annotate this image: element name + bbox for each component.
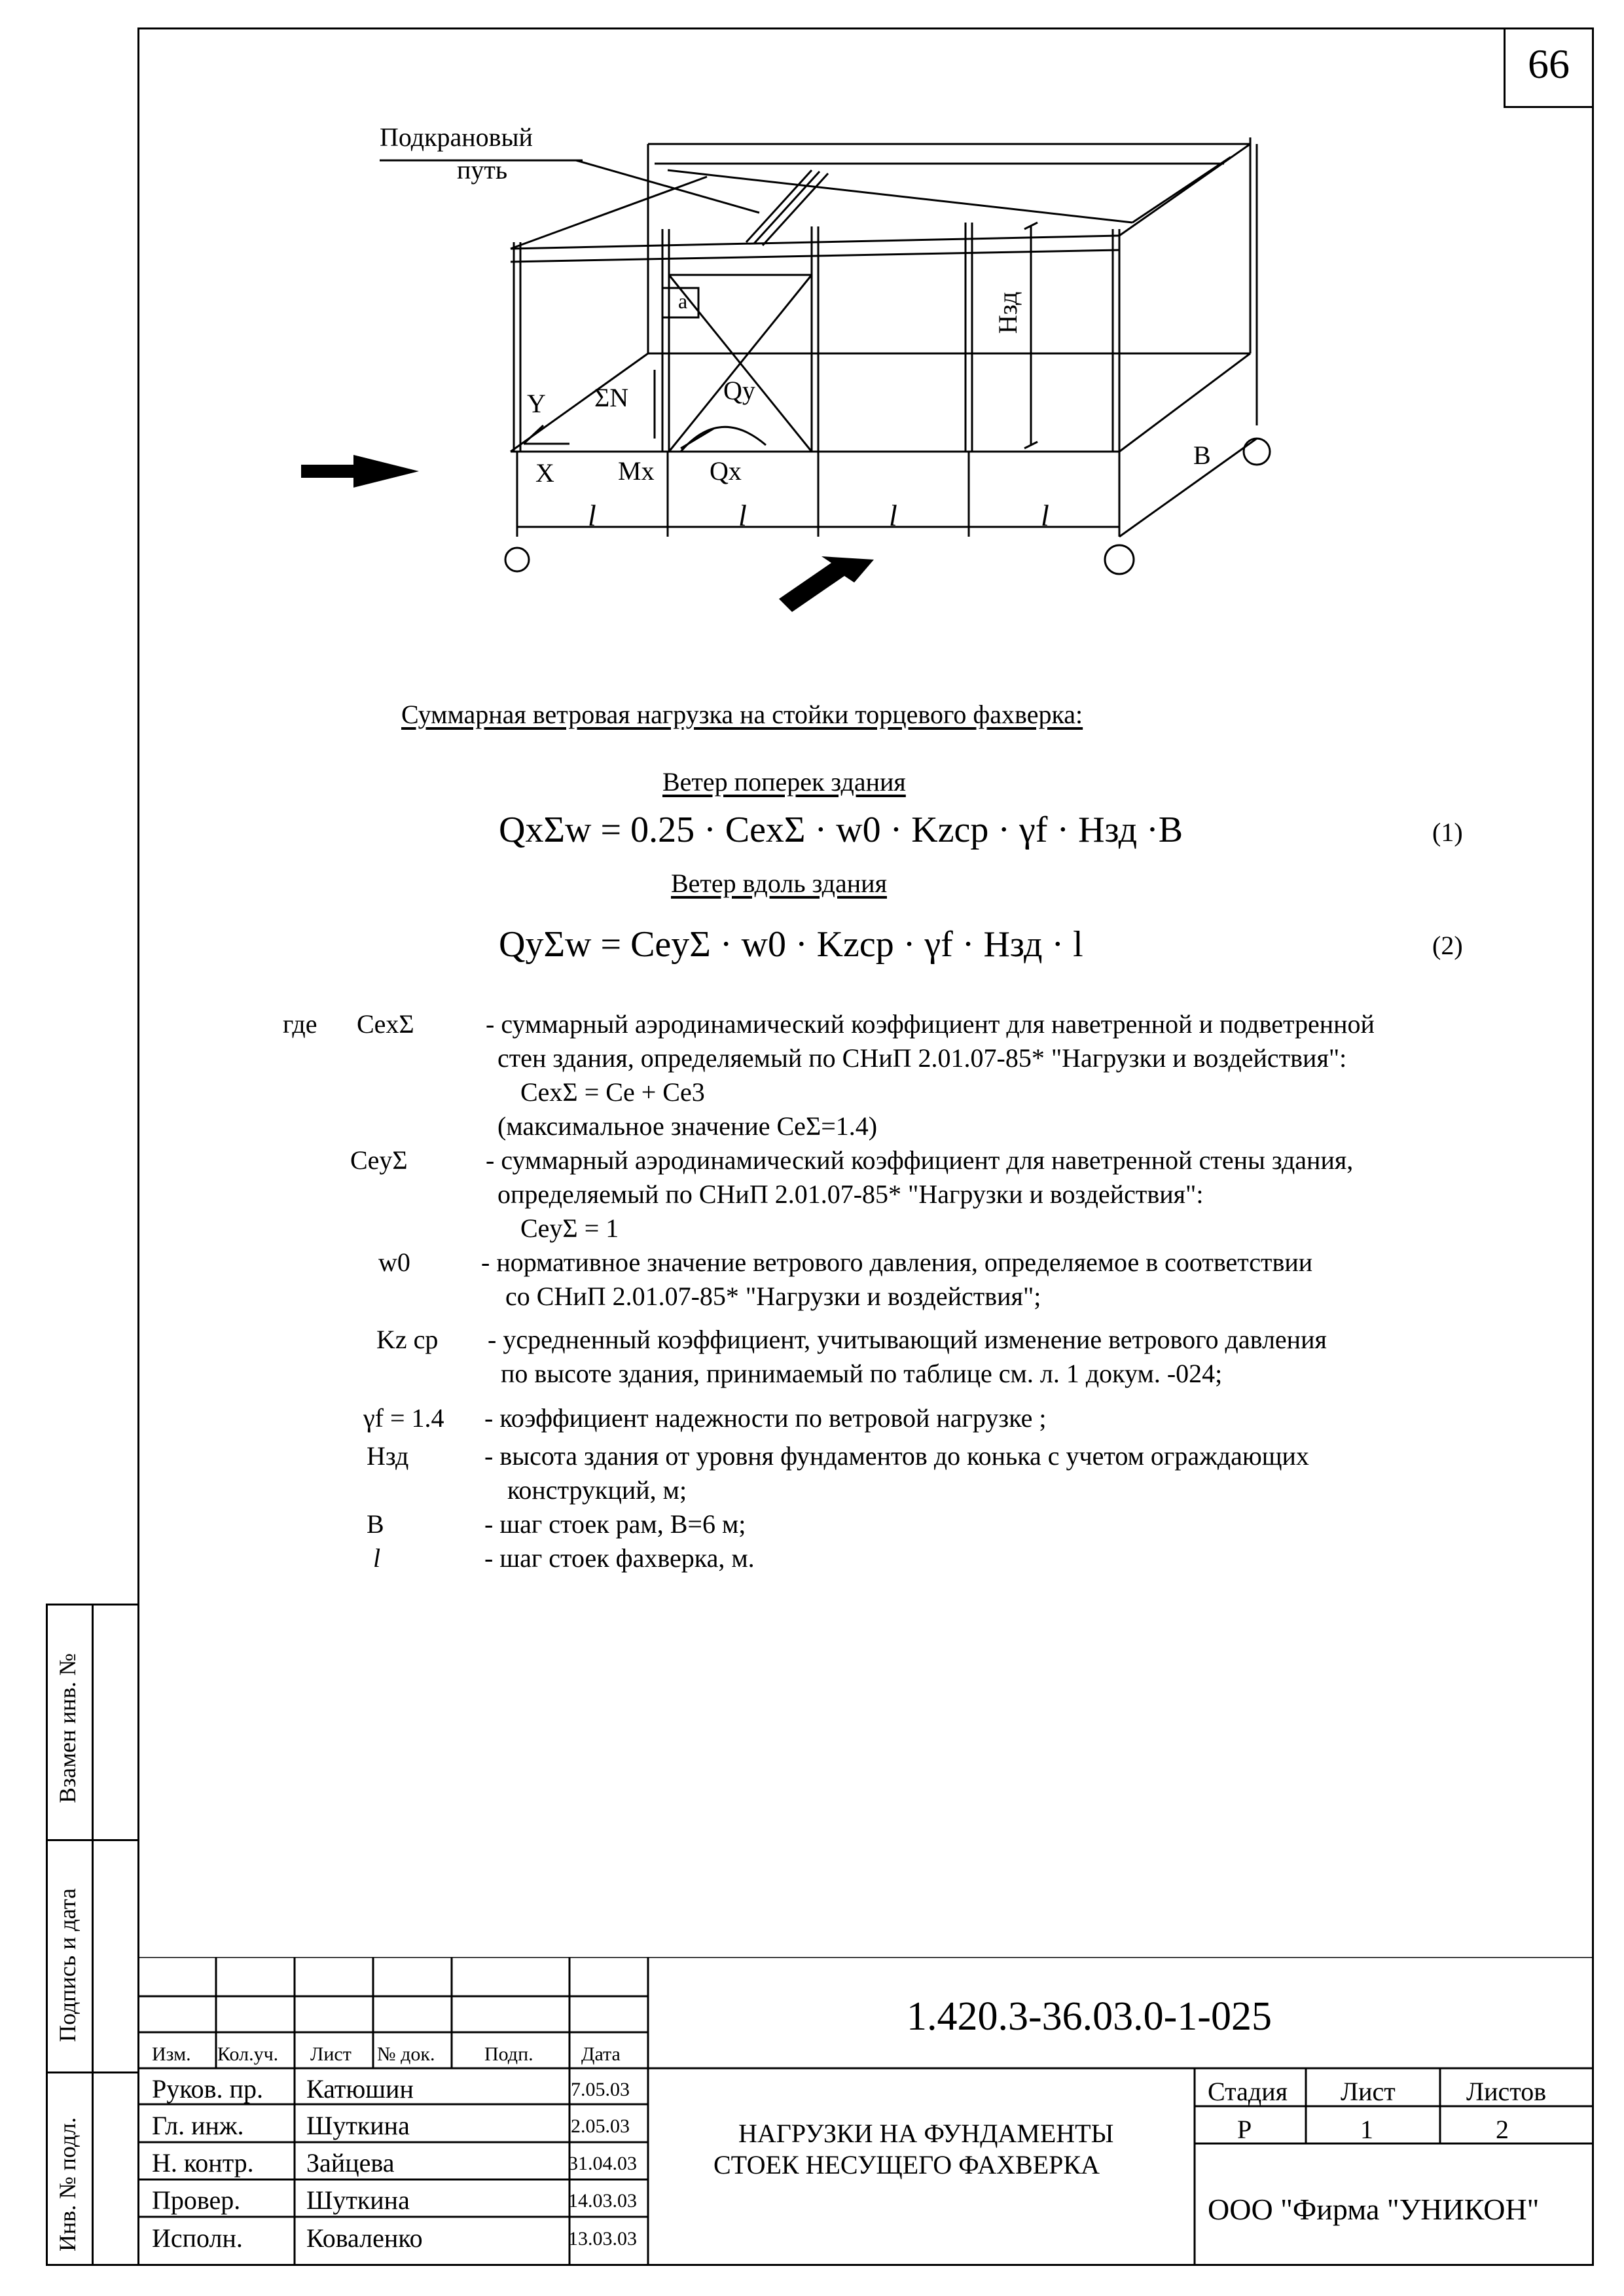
sym-kz: Kz cp (376, 1325, 439, 1354)
desc-cey-1: - суммарный аэродинамический коэффициент для наветренной стены здания, (486, 1145, 1354, 1175)
stage-value: Р (1237, 2115, 1252, 2144)
label-mx: Mx (618, 456, 655, 486)
desc-b-1: - шаг стоек рам, B=6 м; (484, 1509, 746, 1539)
sym-cey: CeyΣ (350, 1145, 408, 1175)
sym-b: B (367, 1509, 384, 1539)
desc-cex-3: CexΣ = Ce + Ce3 (520, 1077, 705, 1107)
crane-label-2: путь (457, 155, 508, 185)
desc-cex-4: (максимальное значение CeΣ=1.4) (497, 1111, 878, 1141)
name-1: Катюшин (306, 2074, 414, 2104)
formula-1-rhs: = 0.25 · CexΣ · w0 · Kzcp · γf · Нзд ·B (600, 810, 1183, 850)
label-x: X (535, 458, 554, 488)
crane-label-1: Подкрановый (380, 122, 533, 152)
date-4: 14.03.03 (568, 2190, 637, 2212)
label-l-2: l (738, 499, 747, 532)
sym-height: Нзд (367, 1441, 409, 1471)
formula-1-lhs: QxΣw (499, 810, 592, 850)
sheet-value: 1 (1360, 2115, 1373, 2144)
col-date: Дата (581, 2043, 621, 2065)
label-qy: Qy (723, 376, 755, 405)
building-diagram (262, 98, 1322, 622)
desc-cex-2: стен здания, определяемый по СНиП 2.01.07-85* "Нагрузки и воздействия": (497, 1043, 1347, 1073)
desc-w0-1: - нормативное значение ветрового давления, определяемое в соответствии (481, 1247, 1313, 1277)
desc-kz-2: по высоте здания, принимаемый по таблице см. л. 1 докум. -024; (501, 1359, 1223, 1388)
role-4: Провер. (152, 2185, 241, 2215)
date-5: 13.03.03 (568, 2228, 637, 2250)
sheets-label: Листов (1466, 2077, 1547, 2106)
wind-across-title: Ветер поперек здания (662, 767, 906, 797)
sym-w0: w0 (378, 1247, 410, 1277)
desc-height-1: - высота здания от уровня фундаментов до конька с учетом ограждающих (484, 1441, 1309, 1471)
sym-l: l (373, 1543, 381, 1573)
label-sum-n: ΣN (594, 383, 629, 412)
desc-w0-2: со СНиП 2.01.07-85* "Нагрузки и воздействия"; (505, 1282, 1041, 1311)
desc-gamma-1: - коэффициент надежности по ветровой нагрузке ; (484, 1403, 1047, 1433)
label-qx: Qx (710, 456, 742, 486)
wind-along-title: Ветер вдоль здания (671, 869, 887, 898)
desc-cey-2: определяемый по СНиП 2.01.07-85* "Нагрузки и воздействия": (497, 1179, 1204, 1209)
doc-title-1: НАГРУЗКИ НА ФУНДАМЕНТЫ (738, 2119, 1114, 2148)
label-y: Y (527, 389, 546, 418)
stage-label: Стадия (1208, 2077, 1288, 2106)
role-3: Н. контр. (152, 2148, 254, 2178)
side-inv-no: Инв. № подл. (54, 2117, 81, 2251)
col-izm: Изм. (152, 2043, 191, 2065)
label-a: a (678, 289, 688, 313)
name-5: Коваленко (306, 2223, 423, 2253)
col-doc: № док. (377, 2043, 435, 2065)
name-4: Шуткина (306, 2185, 410, 2215)
col-list: Лист (310, 2043, 352, 2065)
where-word: где (283, 1009, 317, 1039)
sheets-value: 2 (1496, 2115, 1509, 2144)
date-3: 31.04.03 (568, 2153, 637, 2174)
page-number: 66 (1528, 41, 1570, 87)
desc-cey-3: CeyΣ = 1 (520, 1213, 619, 1243)
formula-1-number: (1) (1432, 817, 1463, 847)
company-name: ООО "Фирма "УНИКОН" (1208, 2193, 1540, 2226)
role-5: Исполн. (152, 2223, 243, 2253)
sheet-label: Лист (1341, 2077, 1396, 2106)
label-l-1: l (588, 499, 596, 532)
doc-title-2: СТОЕК НЕСУЩЕГО ФАХВЕРКА (713, 2150, 1100, 2179)
date-1: 7.05.03 (571, 2079, 630, 2100)
desc-l-1: - шаг стоек фахверка, м. (484, 1543, 755, 1573)
name-2: Шуткина (306, 2111, 410, 2140)
label-l-3: l (889, 499, 897, 532)
date-2: 2.05.03 (571, 2115, 630, 2137)
formula-2-number: (2) (1432, 931, 1463, 960)
formula-2-rhs: = CeyΣ · w0 · Kzcp · γf · Нзд · l (600, 924, 1083, 965)
sym-gamma: γf = 1.4 (363, 1403, 444, 1433)
desc-height-2: конструкций, м; (507, 1475, 687, 1505)
doc-code: 1.420.3-36.03.0-1-025 (907, 1994, 1272, 2039)
main-heading: Суммарная ветровая нагрузка на стойки торцевого фахверка: (401, 700, 1083, 729)
side-divider-v (92, 1604, 94, 2266)
wind-arrow-left-icon (301, 455, 419, 488)
formula-2 (499, 926, 1083, 963)
formula-2-lhs: QyΣw (499, 924, 592, 965)
side-replaced-inv: Взамен инв. № (54, 1653, 81, 1803)
desc-cex-1: - суммарный аэродинамический коэффициент для наветренной и подветренной (486, 1009, 1375, 1039)
role-2: Гл. инж. (152, 2111, 244, 2140)
label-l-4: l (1041, 499, 1049, 532)
desc-kz-1: - усредненный коэффициент, учитывающий изменение ветрового давления (488, 1325, 1327, 1354)
name-3: Зайцева (306, 2148, 395, 2178)
label-b: B (1193, 440, 1211, 470)
formula-1 (499, 812, 1183, 848)
sym-cex: CexΣ (357, 1009, 414, 1039)
role-1: Руков. пр. (152, 2074, 263, 2104)
col-kolvo: Кол.уч. (217, 2043, 279, 2065)
side-signature-date: Подпись и дата (54, 1888, 81, 2042)
wind-arrow-bottom-icon (779, 556, 874, 612)
label-height: Нзд (993, 291, 1022, 334)
col-sign: Подп. (484, 2043, 533, 2065)
